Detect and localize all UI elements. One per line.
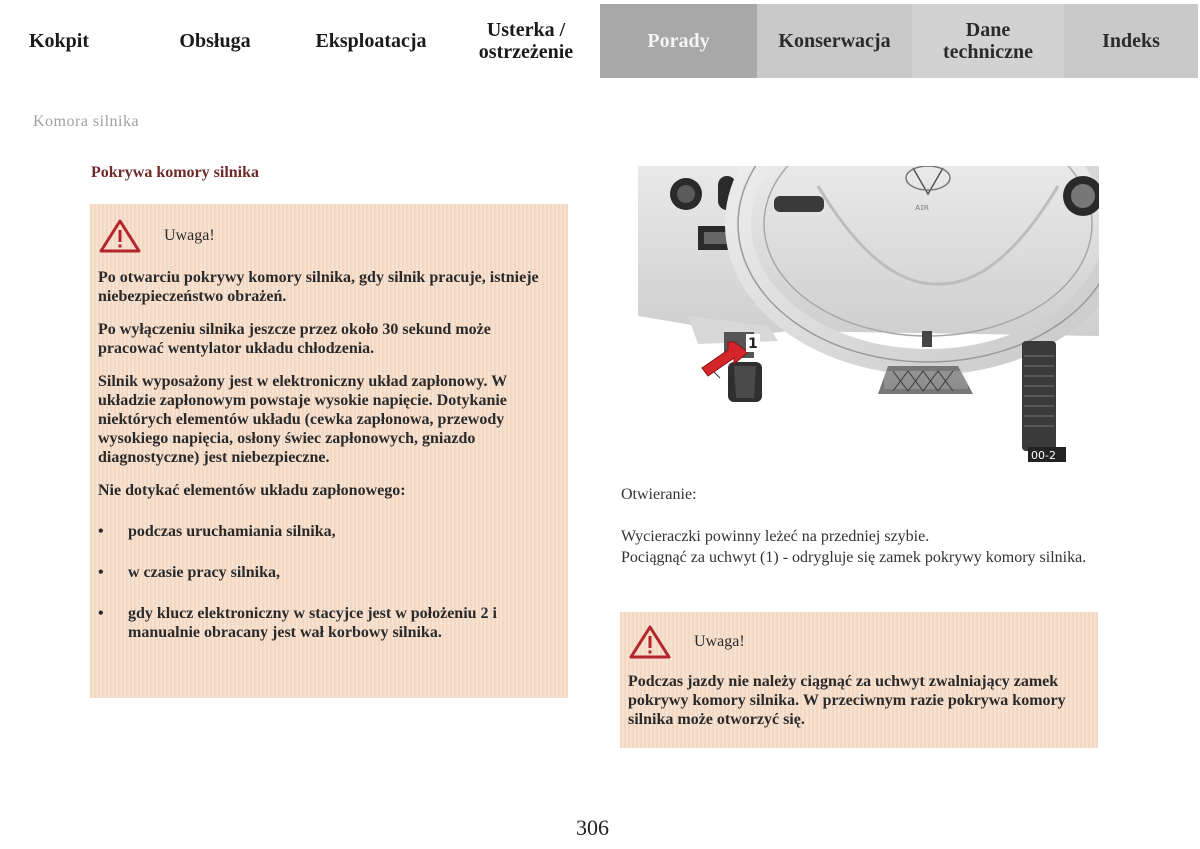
- warning-paragraph: Po wyłączeniu silnika jeszcze przez około 30 sekund może pracować wentylator układu chłodzenia.: [98, 321, 491, 357]
- tab-label: Eksploatacja: [315, 30, 427, 52]
- svg-text:ᴀɪʀ: ᴀɪʀ: [915, 203, 930, 213]
- warning-bullet: [98, 522, 558, 541]
- warning-triangle-icon: [98, 218, 142, 254]
- tab-eksploatacja[interactable]: [300, 4, 442, 78]
- tab-label: Dane: [965, 19, 1011, 41]
- warning-paragraph: Podczas jazdy nie należy ciągnąć za uchwyt zwalniający zamek pokrywy komory silnika. W przeciwnym razie pokrywa komory silnika może otworzyć się.: [628, 673, 1066, 728]
- bullet-dot: •: [98, 564, 104, 581]
- chapter-nav: [0, 4, 1198, 78]
- bullet-text: podczas uruchamiania silnika,: [128, 523, 336, 540]
- tab-label: Konserwacja: [778, 30, 891, 52]
- tab-dane-techniczne[interactable]: [912, 4, 1064, 78]
- tab-konserwacja[interactable]: [757, 4, 912, 78]
- tab-usterka[interactable]: [458, 4, 594, 78]
- dashboard-steering-wheel-drawing: [638, 166, 1099, 462]
- instruction-line: Pociągnąć za uchwyt (1) - odrygluje się zamek pokrywy komory silnika.: [621, 549, 1087, 566]
- warning-bullet: [98, 563, 558, 582]
- hood-release-illustration: [638, 166, 1099, 462]
- instruction-label: Otwieranie:: [621, 486, 697, 503]
- warning-header: [98, 218, 558, 254]
- tab-kokpit[interactable]: [0, 4, 118, 78]
- warning-paragraph: Nie dotykać elementów układu zapłonowego:: [98, 482, 406, 499]
- warning-bullet: [98, 604, 558, 642]
- warning-header: [628, 624, 1088, 660]
- tab-indeks[interactable]: [1064, 4, 1198, 78]
- figure-code: 00-2: [1031, 449, 1056, 462]
- tab-label: Usterka /: [486, 19, 566, 41]
- warning-box-left: [90, 204, 568, 698]
- bullet-text: w czasie pracy silnika,: [128, 564, 280, 581]
- bullet-dot: •: [98, 523, 104, 540]
- tab-obsluga[interactable]: [150, 4, 280, 78]
- section-heading: Pokrywa komory silnika: [91, 164, 260, 181]
- instruction-line: Wycieraczki powinny leżeć na przedniej szybie.: [621, 528, 930, 545]
- warning-triangle-icon: [628, 624, 672, 660]
- page-number: 306: [576, 815, 609, 840]
- section-label: Komora silnika: [33, 113, 140, 130]
- tab-label: Kokpit: [28, 30, 90, 52]
- tab-label: techniczne: [943, 41, 1033, 63]
- tab-label: Obsługa: [179, 30, 251, 52]
- bullet-dot: •: [98, 605, 104, 622]
- tab-label: Indeks: [1102, 30, 1160, 52]
- callout-number: 1: [748, 336, 758, 352]
- warning-title: Uwaga!: [164, 227, 215, 244]
- warning-paragraph: Silnik wyposażony jest w elektroniczny układ zapłonowy. W układzie zapłonowym powstaje wysokie napięcie. Dotykanie niektórych elementów układu (cewka zapłonowa, przewody wysokiego napięcia, osłony świec zapłonowych, gniazdo diagnostyczne) jest niebezpieczne.: [98, 373, 507, 466]
- bullet-text: gdy klucz elektroniczny w stacyjce jest w położeniu 2 i manualnie obracany jest wał korbowy silnika.: [128, 605, 497, 641]
- warning-title: Uwaga!: [694, 633, 745, 650]
- warning-paragraph: Po otwarciu pokrywy komory silnika, gdy silnik pracuje, istnieje niebezpieczeństwo obrażeń.: [98, 269, 539, 305]
- tab-porady[interactable]: [600, 4, 757, 78]
- warning-box-right: [620, 612, 1098, 748]
- tab-label: Porady: [647, 30, 710, 52]
- tab-label: ostrzeżenie: [478, 41, 574, 63]
